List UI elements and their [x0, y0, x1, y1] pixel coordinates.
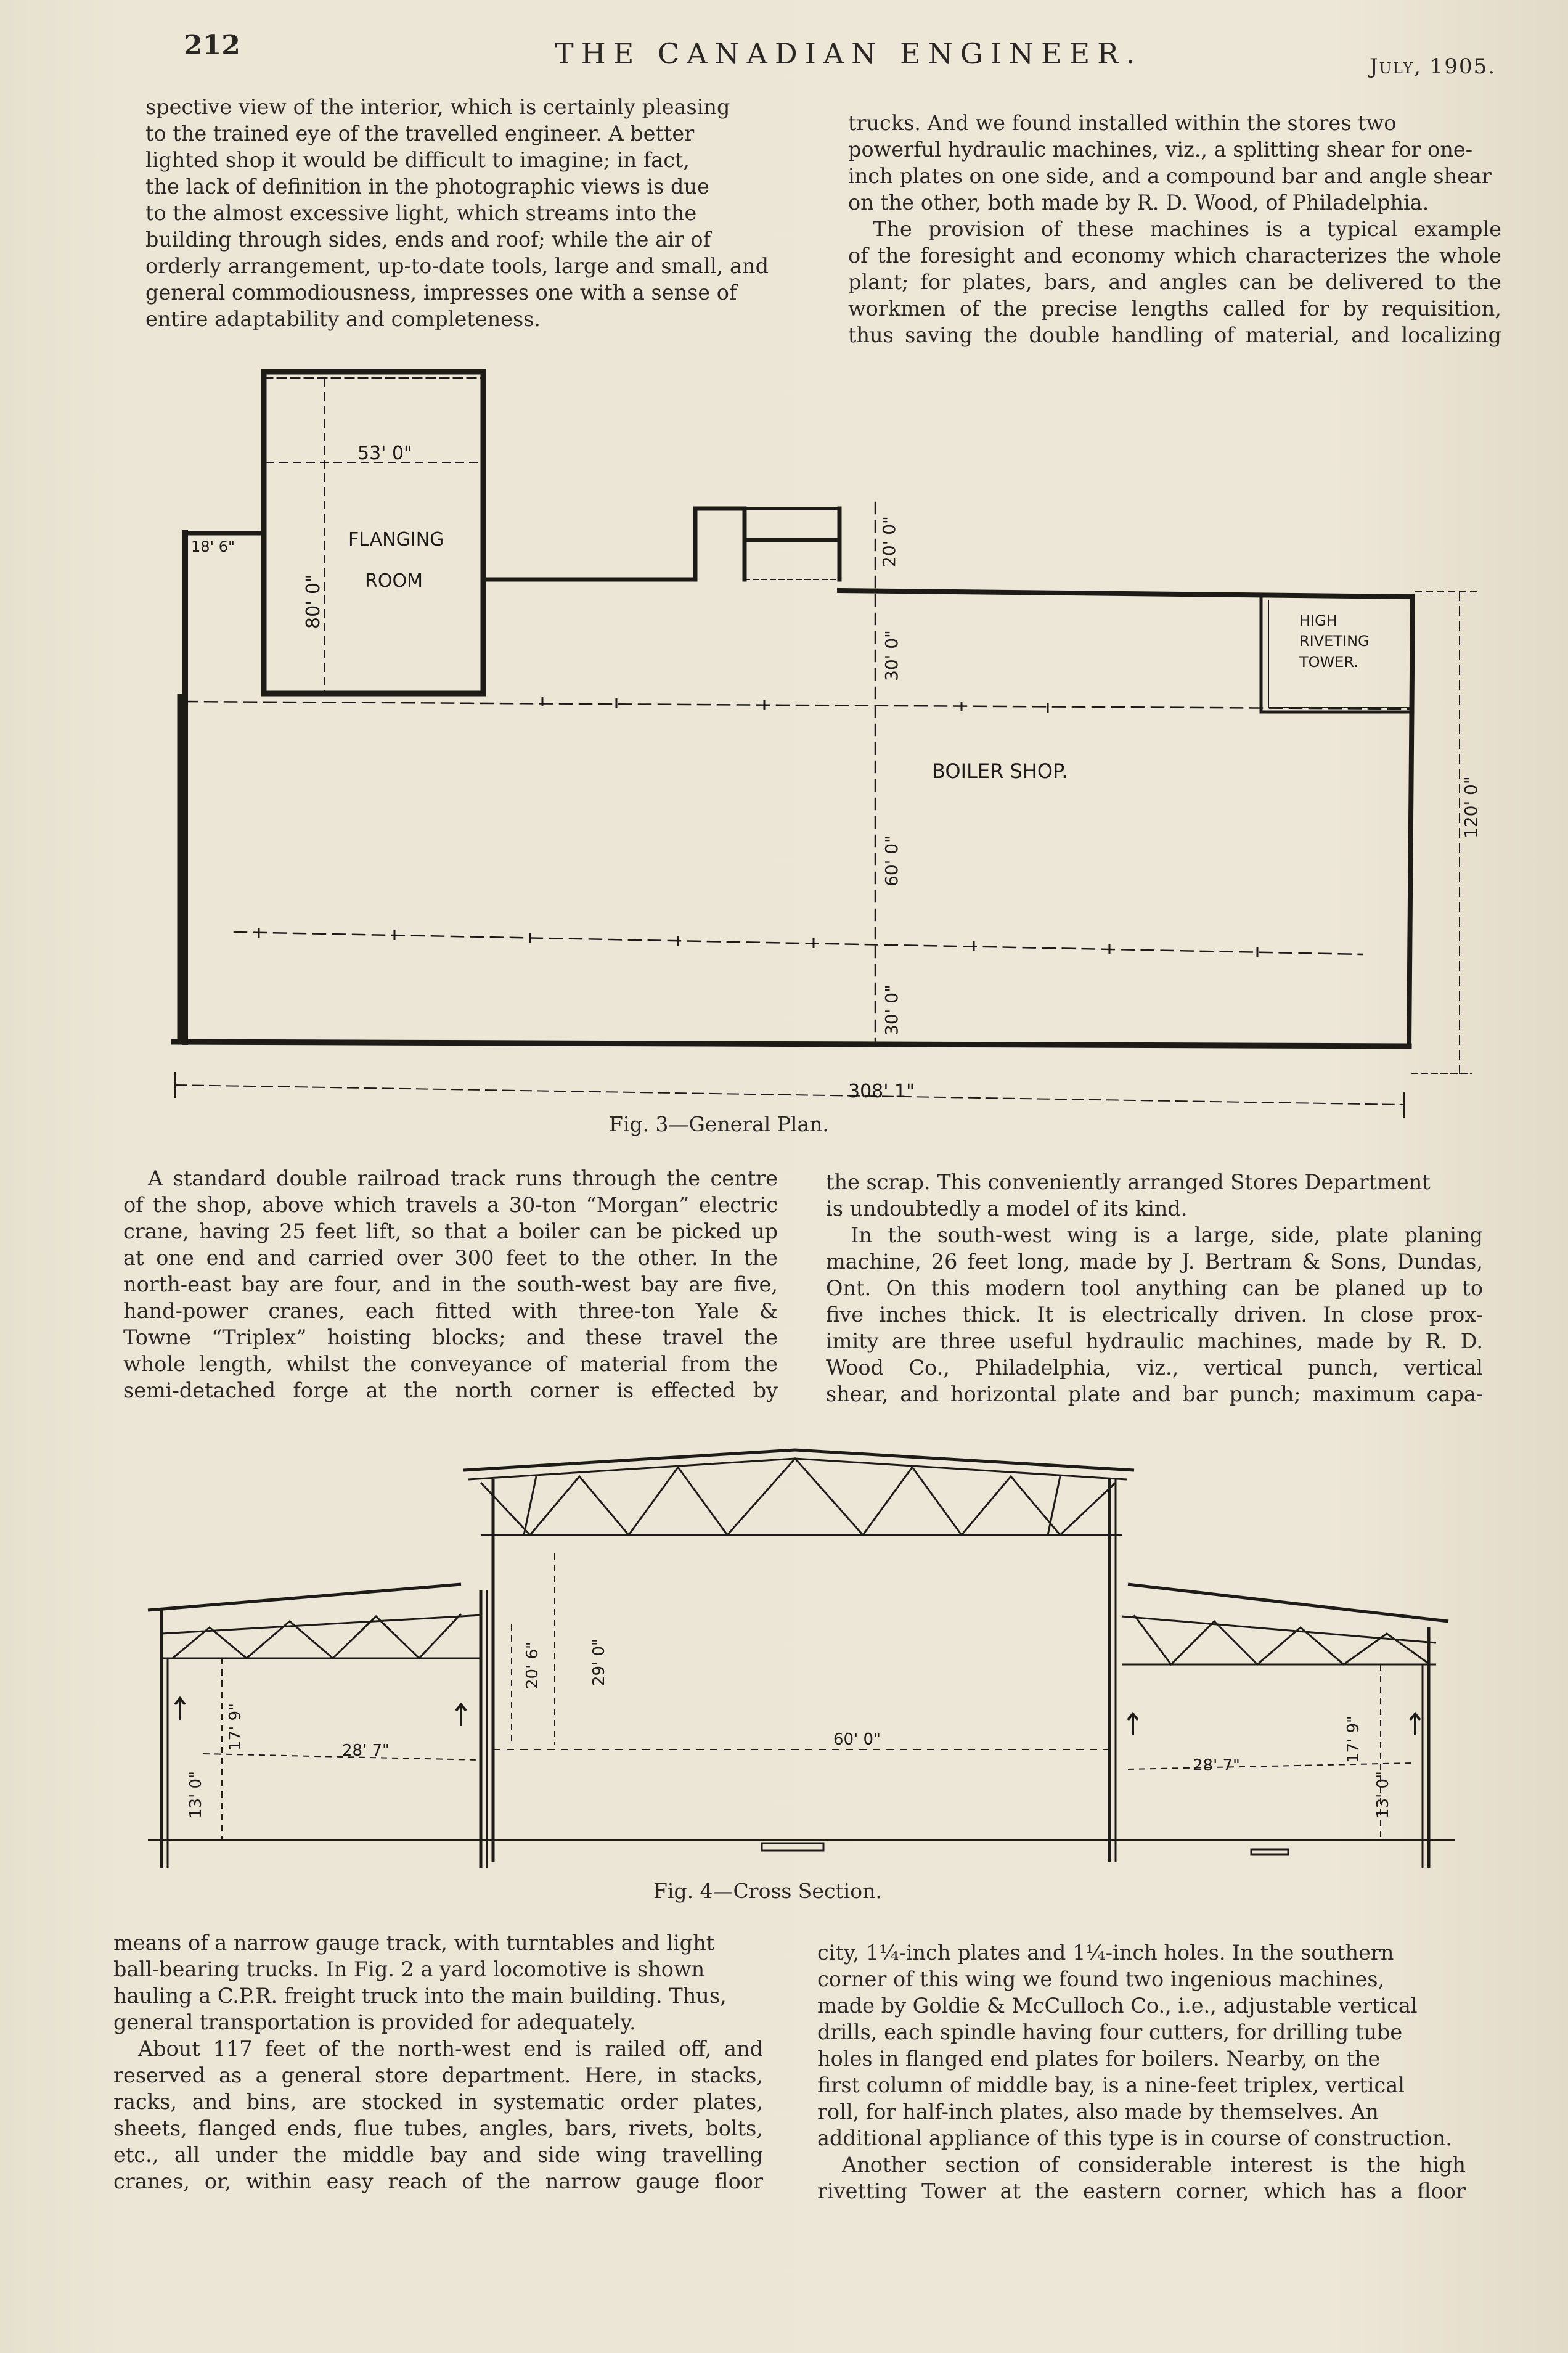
paragraph: spective view of the interior, which is certainly pleasing to the trained eye of the travelled engineer. A better lighted shop it would be difficult to imagine; in fact, the lack of definition in the photographic views is due to the almost excessive light, which streams into the building through sides, ends and roof; while the air of orderly arrangement, up-to-date tools, large and small, and general commodiousness, impresses one with a sense of entire adaptability and completeness. [145, 95, 769, 331]
high-label: HIGH [1299, 612, 1337, 629]
fig4-caption: Fig. 4—Cross Section. [653, 1879, 882, 1903]
paragraph: trucks. And we found installed within the stores two powerful hydraulic machines, viz., a splitting shear for one- inch plates on one side, and a compound bar and angle shear on the other, both made by R. D. Wood, of Philadelphia. [848, 111, 1492, 215]
dim-28-left: 28' 7" [342, 1741, 390, 1760]
cross-section-figure [0, 1418, 1568, 1911]
room-label: ROOM [365, 570, 423, 592]
dim-20: 20' 0" [879, 516, 899, 567]
paragraph: About 117 feet of the north-west end is railed off, and reserved as a general store department. Here, in stacks, racks, and bins, are stocked in systematic order plates, sheets, flanged ends, flue tubes, angles, bars, rivets, bolts, etc., all under the middle bay and side wing travelling cranes, or, within easy reach of the narrow gauge floor [113, 2037, 763, 2193]
paragraph: means of a narrow gauge track, with turntables and light ball-bearing trucks. In Fig. 2 a yard locomotive is shown hauling a C.P.R. freight truck into the main building. Thus, general transportation is provided for adequately. [113, 1931, 727, 2034]
paragraph: In the south-west wing is a large, side, plate planing machine, 26 feet long, made by J. Bertram & Sons, Dundas, Ont. On this modern tool anything can be planed up to five inches thick. It is electrically driven. In close prox- imity are three useful hydraulic machines, made by R. D. Wood Co., Philadelphia, viz., vertical punch, vertical shear, and horizontal plate and bar punch; maximum capa- [826, 1223, 1483, 1406]
text-column-bottom-right [817, 1939, 1466, 2204]
fig3-caption: Fig. 3—General Plan. [609, 1112, 829, 1136]
paragraph: the scrap. This conveniently arranged Stores Department is undoubtedly a model of its kind. [826, 1170, 1431, 1221]
dim-30-bottom: 30' 0" [881, 984, 902, 1036]
paragraph: A standard double railroad track runs through the centre of the shop, above which travels a 30-ton “Morgan” electric crane, having 25 feet lift, so that a boiler can be picked up at one end and carried over 300 feet to the other. In the north-east bay are four, and in the south-west bay are five, hand-power cranes, each fitted with three-ton Yale & Towne “Triplex” hoisting blocks; and these travel the whole length, whilst the conveyance of material from the semi-detached forge at the north corner is effected by [123, 1166, 778, 1402]
dim-60: 60' 0" [881, 835, 902, 886]
dim-28-right: 28' 7" [1193, 1756, 1240, 1775]
paragraph: Another section of considerable interest is the high rivetting Tower at the eastern corner, which has a floor [817, 2153, 1466, 2203]
flanging-label: FLANGING [348, 529, 444, 550]
dim-20-6: 20' 6" [523, 1642, 542, 1689]
tower-label: TOWER. [1299, 653, 1358, 671]
dim-13-left: 13' 0" [187, 1771, 205, 1819]
general-plan-figure [0, 0, 1568, 1153]
dim-13-right: 13' 0" [1374, 1771, 1392, 1819]
dim-60-cross: 60' 0" [833, 1730, 881, 1749]
dim-308: 308' 1" [848, 1081, 915, 1102]
dim-120: 120' 0" [1461, 776, 1481, 838]
riveting-label: RIVETING [1299, 632, 1370, 650]
issue-date: July, 1905. [1370, 54, 1497, 79]
dim-30-top: 30' 0" [881, 630, 902, 681]
dim-53: 53' 0" [357, 443, 412, 464]
text-column-middle-left [123, 1165, 778, 1404]
dim-17-right: 17' 9" [1344, 1716, 1363, 1763]
paragraph: city, 1¼-inch plates and 1¼-inch holes. In the southern corner of this wing we found two ingenious machines, made by Goldie & McCulloch Co., i.e., adjustable vertical drills, each spindle having four cutters, for drilling tube holes in flanged end plates for boilers. Nearby, on the first column of middle bay, is a nine-feet triplex, vertical roll, for half-inch plates, also made by themselves. An additional appliance of this type is in course of construction. [817, 1941, 1452, 2150]
dim-17-left: 17' 9" [226, 1703, 245, 1751]
boiler-shop-label: BOILER SHOP. [932, 759, 1068, 783]
page-number: 212 [184, 30, 240, 61]
dim-18: 18' 6" [191, 538, 235, 555]
journal-title: THE CANADIAN ENGINEER. [555, 37, 1143, 70]
text-column-middle-right [826, 1169, 1483, 1407]
dim-80: 80' 0" [303, 574, 324, 629]
paragraph: The provision of these machines is a typical example of the foresight and economy which characterizes the whole plant; for plates, bars, and angles can be delivered to the workmen of the precise lengths called for by requisition, thus saving the double handling of material, and localizing [848, 217, 1501, 347]
dim-29: 29' 0" [590, 1639, 608, 1686]
text-column-bottom-left [113, 1929, 763, 2195]
